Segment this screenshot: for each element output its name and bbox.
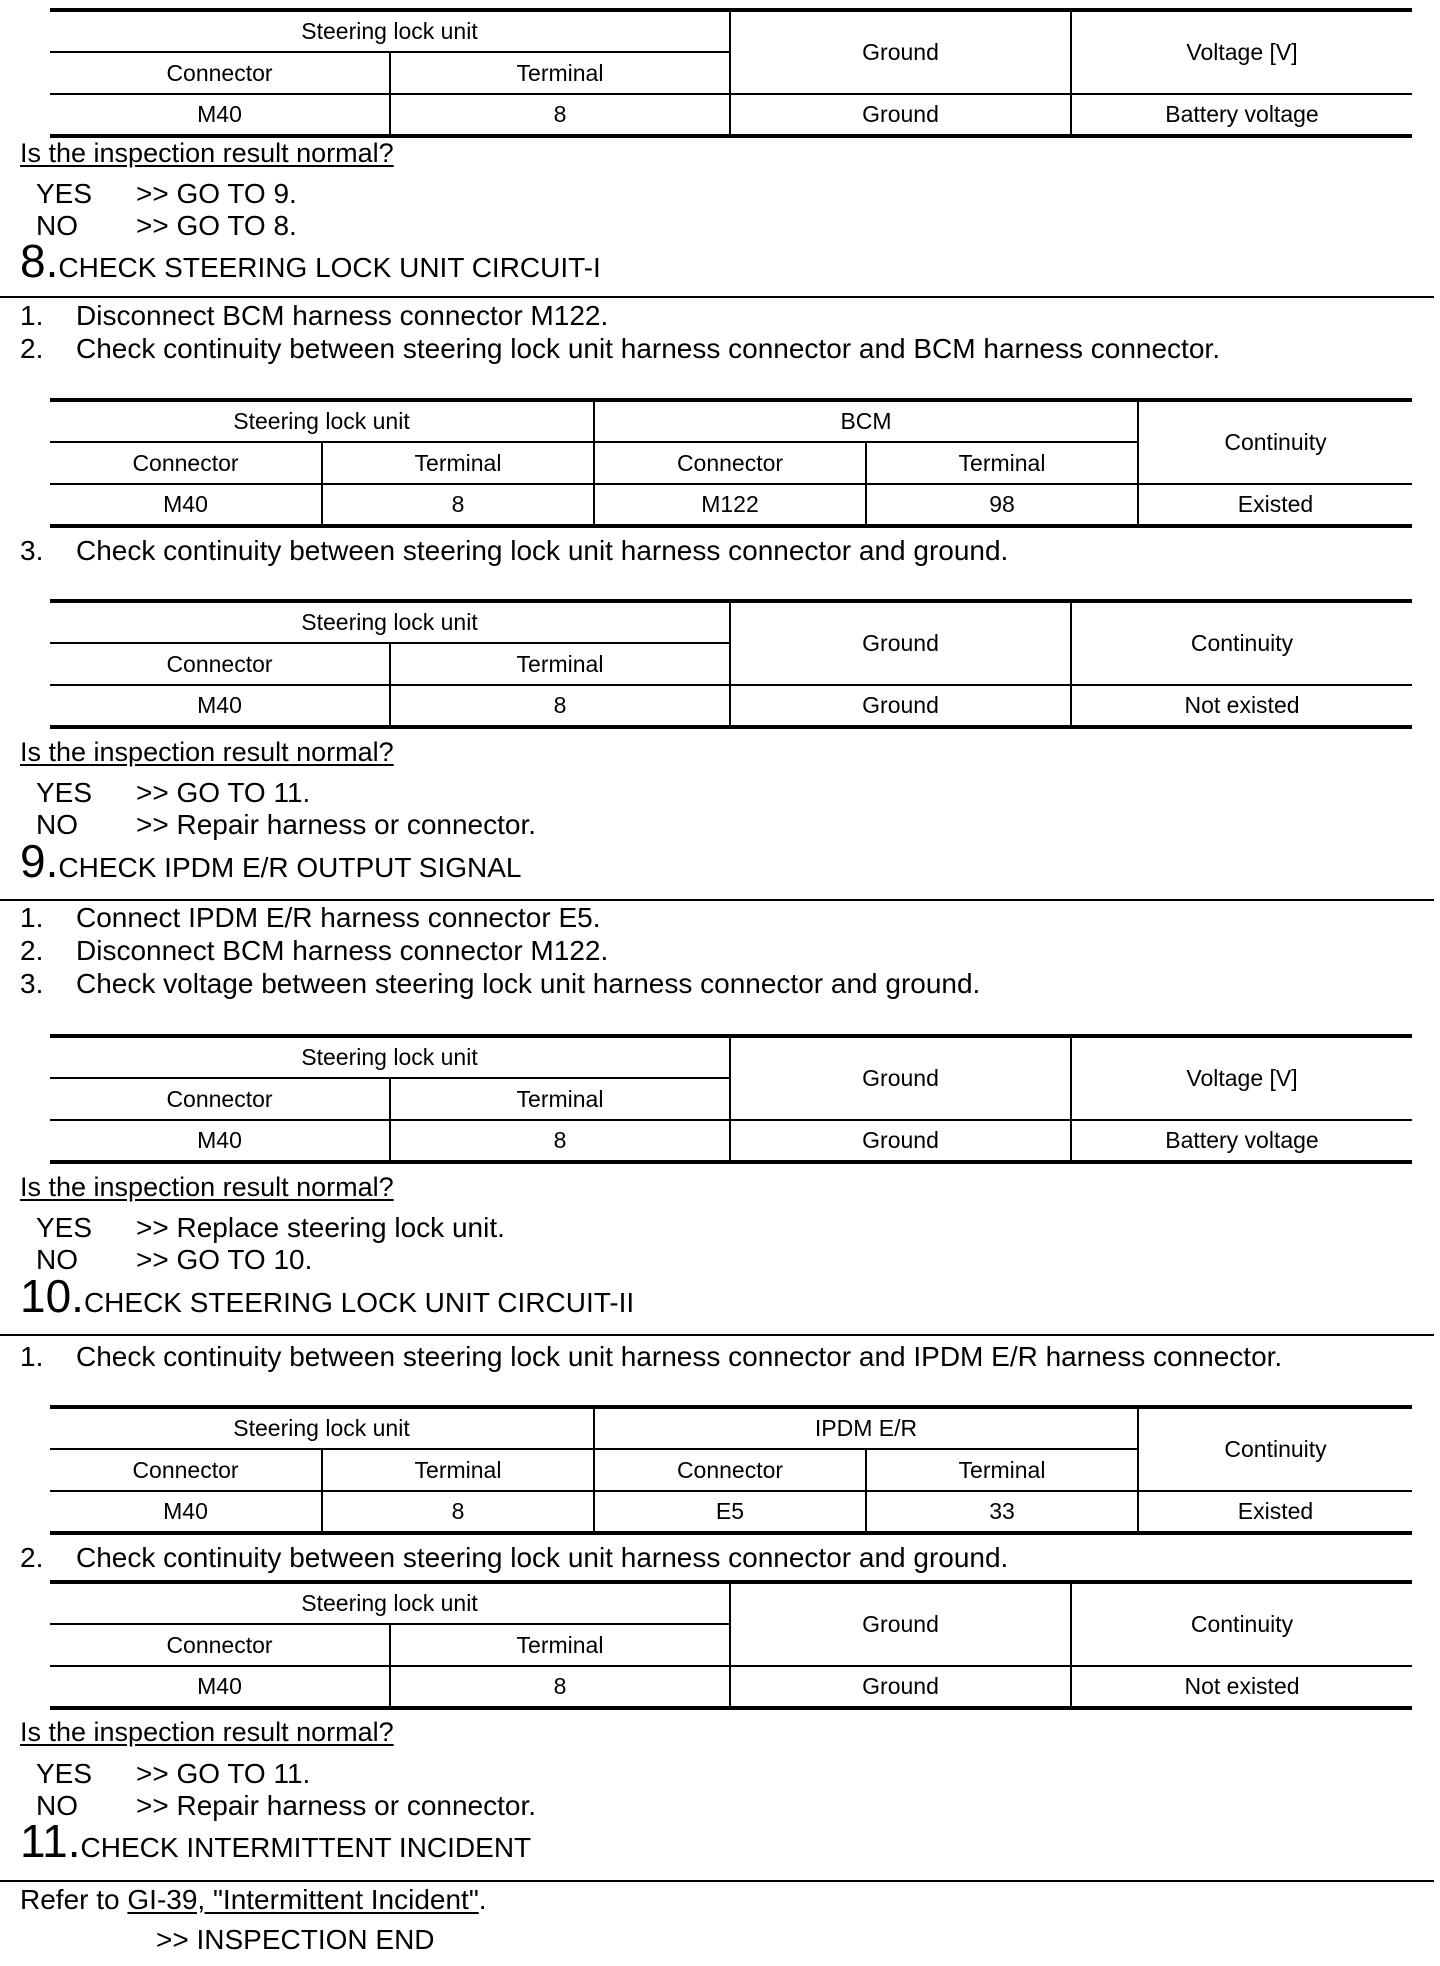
header-connector: Connector [50,52,390,94]
yes-line-4: YES >> GO TO 11. [36,1758,311,1789]
cell-value: Existed [1138,484,1412,526]
no-line-2: NO >> Repair harness or connector. [36,809,537,840]
cell-connector: M40 [50,1491,322,1533]
header-unit: Steering lock unit [301,1044,478,1070]
header-other: IPDM E/R [594,1407,1138,1449]
step-8-heading [20,235,601,287]
header-connector: Connector [50,1078,390,1120]
step-9-heading: 9.CHECK IPDM E/R OUTPUT SIGNAL [20,835,522,887]
cell-value: Battery voltage [1071,94,1412,136]
cell-other-connector: E5 [594,1491,866,1533]
list-item: 1. Check continuity between steering lock unit harness connector and IPDM E/R harness connector. [20,1341,1283,1372]
header-value: Continuity [1138,1407,1412,1491]
header-terminal: Terminal [322,1449,594,1491]
yes-line-2: YES >> GO TO 11. [36,777,311,808]
header-ground: Ground [730,601,1071,685]
list-item: 1. Disconnect BCM harness connector M122. [20,300,609,331]
cell-connector: M40 [50,94,390,136]
voltage-table [50,8,1412,138]
header-terminal: Terminal [322,442,594,484]
cell-value: Existed [1138,1491,1412,1533]
no-line-4: NO >> Repair harness or connector. [36,1790,537,1821]
cell-terminal: 8 [390,685,730,727]
question-1: Is the inspection result normal? [20,138,394,168]
yes-text: >> GO TO 9. [136,178,297,209]
header-value: Continuity [1071,601,1412,685]
no-line-3: NO >> GO TO 10. [36,1244,313,1275]
cell-connector: M40 [50,1666,390,1708]
cell-connector: M40 [50,685,390,727]
yes-line-3: YES >> Replace steering lock unit. [36,1212,505,1243]
cell-terminal: 8 [390,1120,730,1162]
question-2: Is the inspection result normal? [20,737,394,767]
cell-terminal: 8 [390,94,730,136]
header-unit: Steering lock unit [233,408,410,434]
cell-ground: Ground [730,1666,1071,1708]
voltage-table-2 [50,1034,1412,1164]
cell-connector: M40 [50,484,322,526]
cell-other-terminal: 33 [866,1491,1138,1533]
header-unit: Steering lock unit [301,18,478,44]
reference-line: Refer to GI-39, "Intermittent Incident". [20,1884,487,1915]
header-connector: Connector [50,1624,390,1666]
reference-link[interactable]: GI-39, "Intermittent Incident" [127,1884,479,1915]
list-item: 2. Disconnect BCM harness connector M122. [20,935,609,966]
header-connector: Connector [594,1449,866,1491]
header-unit: Steering lock unit [301,1590,478,1616]
no-text: >> GO TO 8. [136,210,297,241]
cell-ground: Ground [730,685,1071,727]
question-3: Is the inspection result normal? [20,1172,394,1202]
header-terminal: Terminal [866,442,1138,484]
header-value: Continuity [1071,1582,1412,1666]
no-label: NO [36,210,78,241]
list-item: 2. Check continuity between steering lock unit harness connector and BCM harness connector. [20,333,1220,364]
header-terminal: Terminal [390,643,730,685]
cell-terminal: 8 [390,1666,730,1708]
heading-rule [0,296,1434,298]
question-4: Is the inspection result normal? [20,1717,394,1747]
header-connector: Connector [50,442,322,484]
header-ground: Ground [730,10,1071,94]
yes-line-1 [36,178,297,210]
header-ground: Ground [730,1036,1071,1120]
inspection-end: >> INSPECTION END [156,1924,435,1955]
header-terminal: Terminal [390,1078,730,1120]
header-terminal: Terminal [390,1624,730,1666]
list-item: 3. Check voltage between steering lock unit harness connector and ground. [20,968,981,999]
list-item: 3. Check continuity between steering lock unit harness connector and ground. [20,535,1009,566]
cell-value: Not existed [1071,1666,1412,1708]
cell-ground: Ground [730,1120,1071,1162]
header-terminal: Terminal [390,52,730,94]
step-11-heading: 11.CHECK INTERMITTENT INCIDENT [20,1815,532,1867]
header-other: BCM [594,400,1138,442]
cell-value: Battery voltage [1071,1120,1412,1162]
cell-terminal: 8 [322,484,594,526]
continuity-table-ground [50,599,1412,729]
header-unit: Steering lock unit [301,609,478,635]
cell-value: Not existed [1071,685,1412,727]
heading-rule [0,1880,1434,1882]
cell-other-connector: M122 [594,484,866,526]
step-10-heading: 10.CHECK STEERING LOCK UNIT CIRCUIT-II [20,1270,635,1322]
heading-rule [0,1334,1434,1336]
header-connector: Connector [50,1449,322,1491]
list-item: 1. Connect IPDM E/R harness connector E5. [20,902,601,933]
continuity-table-ground-2 [50,1580,1412,1710]
cell-terminal: 8 [322,1491,594,1533]
header-unit: Steering lock unit [233,1415,410,1441]
header-ground: Ground [730,1582,1071,1666]
step-number: 8. [20,235,59,287]
list-item: 2. Check continuity between steering lock unit harness connector and ground. [20,1542,1009,1573]
header-value: Voltage [V] [1071,10,1412,94]
continuity-table-bcm [50,398,1412,528]
header-value: Continuity [1138,400,1412,484]
cell-other-terminal: 98 [866,484,1138,526]
cell-connector: M40 [50,1120,390,1162]
cell-ground: Ground [730,94,1071,136]
header-connector: Connector [594,442,866,484]
yes-label: YES [36,178,93,209]
heading-rule [0,899,1434,901]
header-terminal: Terminal [866,1449,1138,1491]
header-connector: Connector [50,643,390,685]
header-value: Voltage [V] [1071,1036,1412,1120]
step-title: CHECK STEERING LOCK UNIT CIRCUIT-I [58,252,601,283]
continuity-table-ipdm [50,1405,1412,1535]
